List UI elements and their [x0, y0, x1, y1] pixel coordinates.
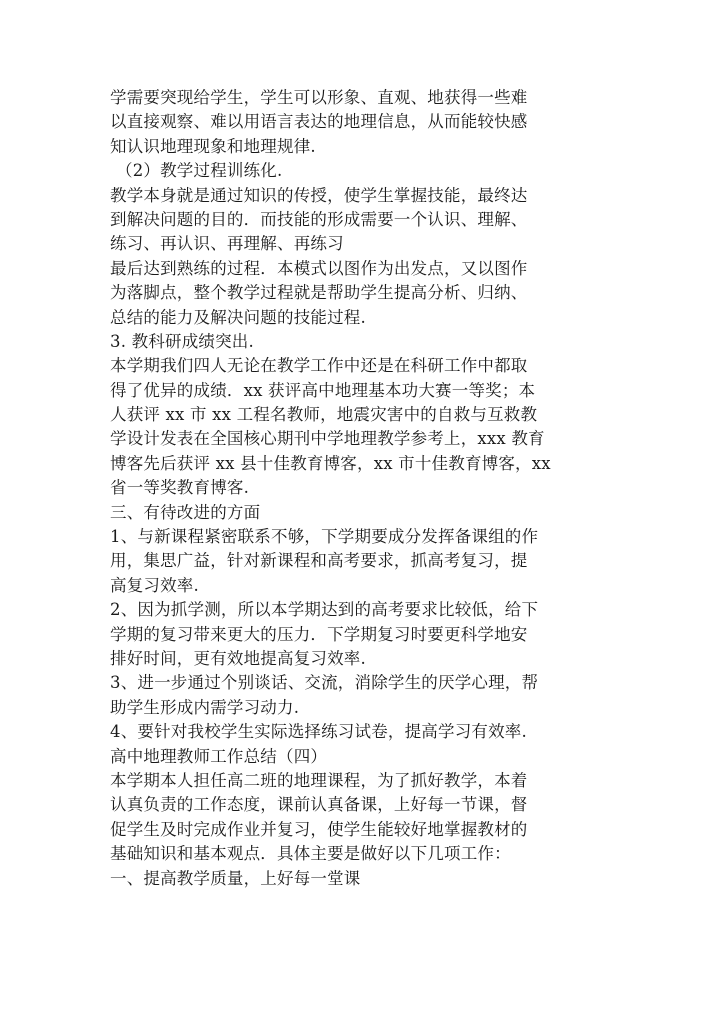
- text-line: 学需要突现给学生，学生可以形象、直观、地获得一些难: [110, 88, 528, 107]
- text-line: 练习、再认识、再理解、再练习: [110, 234, 344, 254]
- text-line: 为落脚点，整个教学过程就是帮助学生提高分析、归纳、: [110, 283, 528, 303]
- text-line: 知认识地理现象和地理规律.: [110, 136, 316, 156]
- list-item: 2、因为抓学测，所以本学期达到的高考要求比较低，给下: [110, 600, 539, 620]
- text-line: 本学期我们四人无论在教学工作中还是在科研工作中都取: [110, 356, 528, 376]
- text-line: 促学生及时完成作业并复习，使学生能较好地掌握教材的: [110, 819, 528, 839]
- section-heading: （2）教学过程训练化.: [116, 161, 283, 181]
- text-line: 得了优异的成绩．xx 获评高中地理基本功大赛一等奖；本: [110, 380, 536, 400]
- section-heading: 一、提高教学质量，上好每一堂课: [110, 868, 361, 888]
- text-line: 人获评 xx 市 xx 工程名教师，地震灾害中的自救与互救教: [110, 405, 538, 425]
- text-line: 总结的能力及解决问题的技能过程.: [110, 307, 366, 327]
- text-line: 本学期本人担任高二班的地理课程，为了抓好教学，本着: [110, 770, 528, 790]
- text-line: 排好时间，更有效地提高复习效率.: [110, 648, 366, 668]
- text-line: 助学生形成内需学习动力.: [110, 697, 300, 717]
- list-item: 3、进一步通过个别谈话、交流，消除学生的厌学心理，帮: [110, 673, 539, 693]
- text-line: 到解决问题的目的．而技能的形成需要一个认识、理解、: [110, 209, 528, 229]
- list-item: 4、要针对我校学生实际选择练习试卷，提高学习有效率.: [110, 722, 527, 742]
- section-heading: 三、有待改进的方面: [110, 502, 261, 522]
- section-heading: 3. 教科研成绩突出.: [110, 331, 254, 351]
- text-line: 最后达到熟练的过程．本模式以图作为出发点，又以图作: [110, 258, 528, 278]
- text-line: 认真负责的工作态度，课前认真备课，上好每一节课，督: [110, 795, 528, 815]
- document-body: [110, 86, 610, 891]
- text-line: 基础知识和基本观点．具体主要是做好以下几项工作：: [110, 844, 511, 864]
- text-line: 学设计发表在全国核心期刊中学地理教学参考上，xxx 教育: [110, 429, 545, 449]
- text-line: 教学本身就是通过知识的传授，使学生掌握技能，最终达: [110, 185, 528, 205]
- list-item: 1、与新课程紧密联系不够，下学期要成分发挥备课组的作: [110, 527, 539, 547]
- text-line: 以直接观察、难以用语言表达的地理信息，从而能较快感: [110, 112, 528, 132]
- text-line: 博客先后获评 xx 县十佳教育博客，xx 市十佳教育博客，xx: [110, 453, 551, 473]
- document-title: 高中地理教师工作总结（四）: [110, 746, 328, 766]
- text-line: 高复习效率.: [110, 575, 199, 595]
- text-line: 用，集思广益，针对新课程和高考要求，抓高考复习，提: [110, 551, 528, 571]
- text-line: 省一等奖教育博客.: [110, 478, 250, 498]
- text-line: 学期的复习带来更大的压力．下学期复习时要更科学地安: [110, 624, 528, 644]
